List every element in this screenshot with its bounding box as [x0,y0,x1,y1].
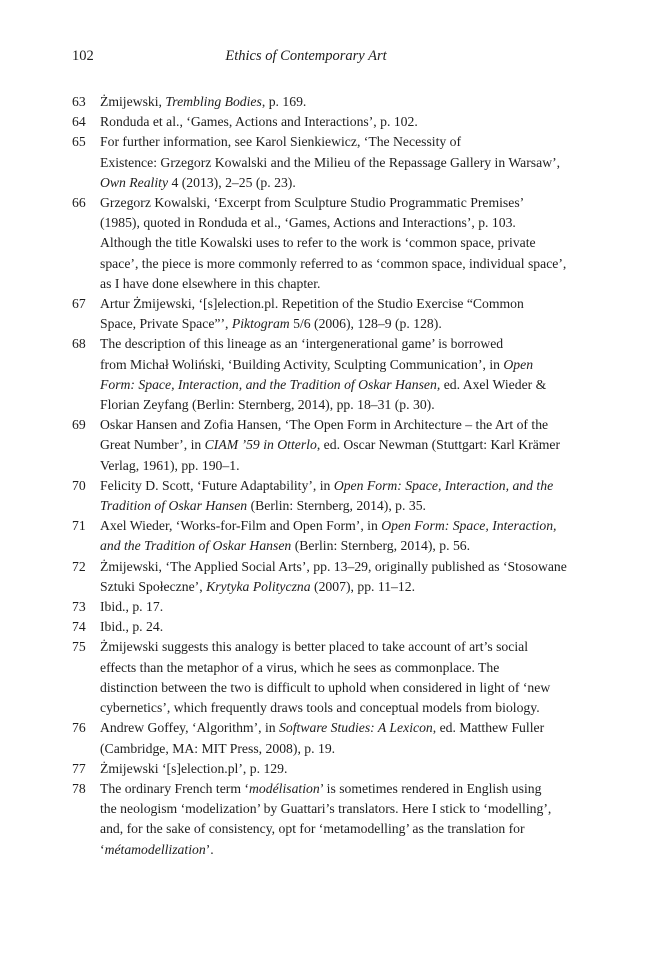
endnote-line [100,395,562,415]
page-header [72,48,540,68]
endnote-number: 66 [72,195,86,211]
endnote-text [100,415,562,476]
endnote-line [100,476,562,496]
text-run: , p. 169. [261,94,307,109]
text-run: Axel Wieder, ‘Works-for-Film and Open Form’, in [100,518,382,534]
endnote-text [100,112,562,132]
endnote-line [100,678,562,698]
text-run: 4 (2013), 2–25 (p. 23). [168,174,296,190]
endnote-text [100,557,567,597]
endnotes-list [72,92,567,860]
text-run: Żmijewski, ‘The Applied Social Arts’, pp. 13–29, originally published as ‘Stosowane [100,558,567,574]
endnote-76 [72,718,562,758]
text-run: Verlag, 1961), pp. 190–1. [100,457,240,473]
endnote-66 [72,193,567,294]
endnote-line [100,718,562,738]
endnote-line [100,334,562,354]
text-run: space’, the piece is more commonly referred to as ‘common space, individual space’, [100,255,567,271]
italic-text: Krytyka Polityczna [206,578,311,594]
endnote-text [100,718,562,758]
endnote-text [100,617,562,637]
text-run: (2007), pp. 11–12. [310,578,416,594]
endnote-line [100,355,562,375]
endnote-line [100,557,567,577]
text-run: Ibid., p. 24. [100,619,164,635]
endnote-line [100,132,562,152]
text-run: , ed. Matthew Fuller [432,720,545,736]
endnote-line [100,294,562,314]
endnote-line [100,153,562,173]
endnote-line [100,112,562,132]
text-run: and, for the sake of consistency, opt for ‘metamodelling’ as the translation for [100,821,525,837]
endnote-number: 68 [72,336,86,352]
text-run: Żmijewski suggests this analogy is better placed to take account of art’s social [100,639,529,655]
endnote-line [100,92,562,112]
endnote-line [100,779,562,799]
endnote-line [100,617,562,637]
text-run: ’. [205,841,214,857]
endnote-67 [72,294,562,334]
endnote-number: 67 [72,296,86,312]
text-run: Andrew Goffey, ‘Algorithm’, in [100,720,280,736]
endnote-70 [72,476,562,516]
endnote-line [100,435,562,455]
endnote-line [100,840,562,860]
endnote-line [100,254,566,274]
endnote-line [100,233,566,253]
text-run: Florian Zeyfang (Berlin: Sternberg, 2014), pp. 18–31 (p. 30). [100,397,435,413]
endnote-68 [72,334,562,415]
italic-text: Own Reality [100,174,169,190]
italic-text: métamodellization [104,841,206,857]
endnote-line [100,456,562,476]
endnote-77 [72,759,562,779]
endnote-63 [72,92,562,112]
endnote-number: 76 [72,720,86,736]
text-run: Żmijewski, [100,94,166,109]
endnote-line [100,274,566,294]
endnote-text [100,92,562,112]
endnote-73 [72,597,562,617]
endnote-text [100,294,562,334]
text-run: 5/6 (2006), 128–9 (p. 128). [289,316,442,332]
endnote-text [100,132,562,193]
endnote-number: 64 [72,114,86,130]
text-run: (Berlin: Sternberg, 2014), p. 56. [291,538,471,554]
italic-text: Tradition of Oskar Hansen [100,498,248,514]
endnote-line [100,536,562,556]
endnote-text [100,597,562,617]
text-run: as I have done elsewhere in this chapter. [100,275,321,291]
endnote-text [100,759,562,779]
endnote-line [100,173,562,193]
endnote-75 [72,637,562,718]
endnote-line [100,739,562,759]
endnote-line [100,415,562,435]
endnote-text [100,476,562,516]
endnote-line [100,213,566,233]
italic-text: Open Form: Space, Interaction, and the [333,477,554,493]
endnote-text [100,193,566,294]
endnote-line [100,799,562,819]
text-run: Great Number’, in [100,437,205,453]
endnote-text [100,779,562,860]
endnote-number: 63 [72,94,86,109]
endnote-line [100,577,567,597]
endnote-line [100,314,562,334]
endnote-line [100,637,562,657]
text-run: ’ is sometimes rendered in English using [319,780,542,796]
text-run: ‘ [100,841,105,857]
text-run: Ronduda et al., ‘Games, Actions and Interactions’, p. 102. [100,114,418,130]
endnote-number: 74 [72,619,86,635]
text-run: (Cambridge, MA: MIT Press, 2008), p. 19. [100,740,336,756]
text-run: Sztuki Społeczne’, [100,578,207,594]
endnote-line [100,819,562,839]
endnote-line [100,759,562,779]
text-run: , ed. Oscar Newman (Stuttgart: Karl Krämer [316,437,561,453]
italic-text: and the Tradition of Oskar Hansen [100,538,292,554]
endnote-69 [72,415,562,476]
italic-text: Open Form: Space, Interaction, [381,518,557,534]
endnote-number: 73 [72,599,86,615]
endnote-64 [72,112,562,132]
endnote-text [100,516,562,556]
endnote-text [100,637,562,718]
text-run: Żmijewski ‘[s]election.pl’, p. 129. [100,760,288,776]
endnote-line [100,193,566,213]
endnote-number: 72 [72,558,86,574]
text-run: ed. Axel Wieder & [440,376,547,392]
italic-text: modélisation [249,780,320,796]
text-run: Space, Private Space”’, [100,316,232,332]
text-run: Existence: Grzegorz Kowalski and the Milieu of the Repassage Gallery in Warsaw’, [100,154,561,170]
text-run: from Michał Woliński, ‘Building Activity, Sculpting Communication’, in [100,356,504,372]
endnote-65 [72,132,562,193]
text-run: The description of this lineage as an ‘intergenerational game’ is borrowed [100,336,504,352]
text-run: distinction between the two is difficult to uphold when considered in light of ‘new [100,679,551,695]
italic-text: Software Studies: A Lexicon [279,720,433,736]
text-run: (Berlin: Sternberg, 2014), p. 35. [247,498,426,514]
endnote-line [100,658,562,678]
text-run: Grzegorz Kowalski, ‘Excerpt from Sculpture Studio Programmatic Premises’ [100,195,525,211]
endnote-number: 65 [72,134,86,150]
endnote-number: 70 [72,477,86,493]
endnote-number: 71 [72,518,86,534]
endnote-number: 69 [72,417,86,433]
italic-text: Piktogram [231,316,290,332]
running-title: Ethics of Contemporary Art [225,48,387,64]
endnote-78 [72,779,562,860]
text-run: Ibid., p. 17. [100,599,164,615]
text-run: cybernetics’, which frequently draws tools and conceptual models from biology. [100,700,540,716]
endnote-text [100,334,562,415]
endnote-line [100,698,562,718]
text-run: Oskar Hansen and Zofia Hansen, ‘The Open Form in Architecture – the Art of the [100,417,549,433]
text-run: effects than the metaphor of a virus, which he sees as commonplace. The [100,659,500,675]
italic-text: Open [503,356,534,372]
text-run: Felicity D. Scott, ‘Future Adaptability’, in [100,477,334,493]
endnote-line [100,597,562,617]
endnote-line [100,375,562,395]
endnote-number: 77 [72,760,86,776]
text-run: Although the title Kowalski uses to refer to the work is ‘common space, private [100,235,536,251]
text-run: Artur Żmijewski, ‘[s]election.pl. Repetition of the Studio Exercise “Common [100,296,524,312]
endnote-74 [72,617,562,637]
text-run: (1985), quoted in Ronduda et al., ‘Games, Actions and Interactions’, p. 103. [100,215,516,231]
italic-text: CIAM ’59 in Otterlo [204,437,317,453]
italic-text: Trembling Bodies [165,94,262,109]
text-run: For further information, see Karol Sienkiewicz, ‘The Necessity of [100,134,462,150]
endnote-line [100,516,562,536]
text-run: The ordinary French term ‘ [100,780,249,796]
endnote-71 [72,516,562,556]
endnote-72 [72,557,567,597]
endnote-line [100,496,562,516]
endnote-number: 75 [72,639,86,655]
page-number: 102 [72,48,94,64]
endnote-number: 78 [72,780,86,796]
italic-text: Form: Space, Interaction, and the Tradition of Oskar Hansen, [100,376,441,392]
text-run: the neologism ‘modelization’ by Guattari’s translators. Here I stick to ‘modelling’, [100,801,552,817]
